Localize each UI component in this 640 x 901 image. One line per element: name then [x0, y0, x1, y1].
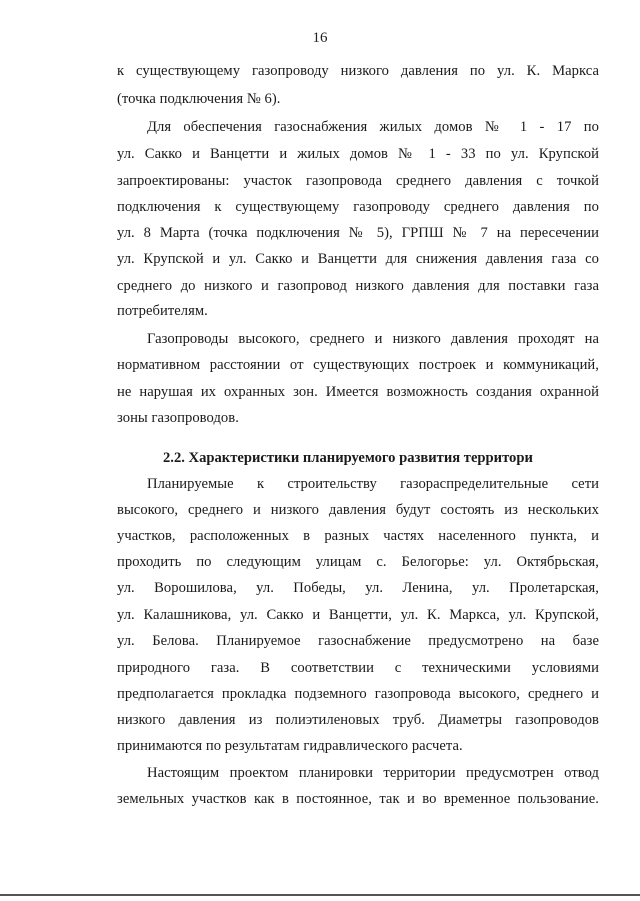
text-line: ул. Ворошилова, ул. Победы, ул. Ленина, ул. Пролетарская,	[117, 580, 599, 596]
text-line: к существующему газопроводу низкого давления по ул. К. Маркса	[117, 63, 599, 79]
text-line: нормативном расстоянии от существующих построек и коммуникаций,	[117, 357, 599, 373]
text-line: ул. Сакко и Ванцетти и жилых домов № 1 - 33 по ул. Крупской	[117, 146, 599, 162]
text-line: ул. Калашникова, ул. Сакко и Ванцетти, ул. К. Маркса, ул. Крупской,	[117, 607, 599, 623]
text-line: ул. 8 Марта (точка подключения № 5), ГРПШ № 7 на пересечении	[117, 225, 599, 241]
text-line: ул. Крупской и ул. Сакко и Ванцетти для снижения давления газа со	[117, 251, 599, 267]
text-line: Газопроводы высокого, среднего и низкого давления проходят на	[147, 331, 599, 347]
section-heading: 2.2. Характеристики планируемого развития территори	[163, 450, 533, 466]
text-line: зоны газопроводов.	[117, 410, 239, 426]
text-line: участков, расположенных в разных частях населенного пункта, и	[117, 528, 599, 544]
page-bottom-rule	[0, 894, 640, 896]
text-line: подключения к существующему газопроводу среднего давления по	[117, 199, 599, 215]
text-line: низкого давления из полиэтиленовых труб. Диаметры газопроводов	[117, 712, 599, 728]
text-line: ул. Белова. Планируемое газоснабжение предусмотрено на базе	[117, 633, 599, 649]
text-line: высокого, среднего и низкого давления будут состоять из нескольких	[117, 502, 599, 518]
text-line: природного газа. В соответствии с техническими условиями	[117, 660, 599, 676]
text-line: Для обеспечения газоснабжения жилых домов № 1 - 17 по	[147, 119, 599, 135]
text-line: принимаются по результатам гидравлического расчета.	[117, 738, 463, 754]
text-line: проходить по следующим улицам с. Белогорье: ул. Октябрьская,	[117, 554, 599, 570]
text-line: среднего до низкого и газопровод низкого давления для поставки газа	[117, 278, 599, 294]
text-line: Планируемые к строительству газораспределительные сети	[147, 476, 599, 492]
text-line: не нарушая их охранных зон. Имеется возможность создания охранной	[117, 384, 599, 400]
text-line: потребителям.	[117, 303, 208, 319]
page-number: 16	[312, 30, 328, 46]
text-line: запроектированы: участок газопровода среднего давления с точкой	[117, 173, 599, 189]
text-line: земельных участков как в постоянное, так и во временное пользование.	[117, 791, 599, 807]
text-line: Настоящим проектом планировки территории предусмотрен отвод	[147, 765, 599, 781]
text-line: предполагается прокладка подземного газопровода высокого, среднего и	[117, 686, 599, 702]
text-line: (точка подключения № 6).	[117, 91, 281, 107]
